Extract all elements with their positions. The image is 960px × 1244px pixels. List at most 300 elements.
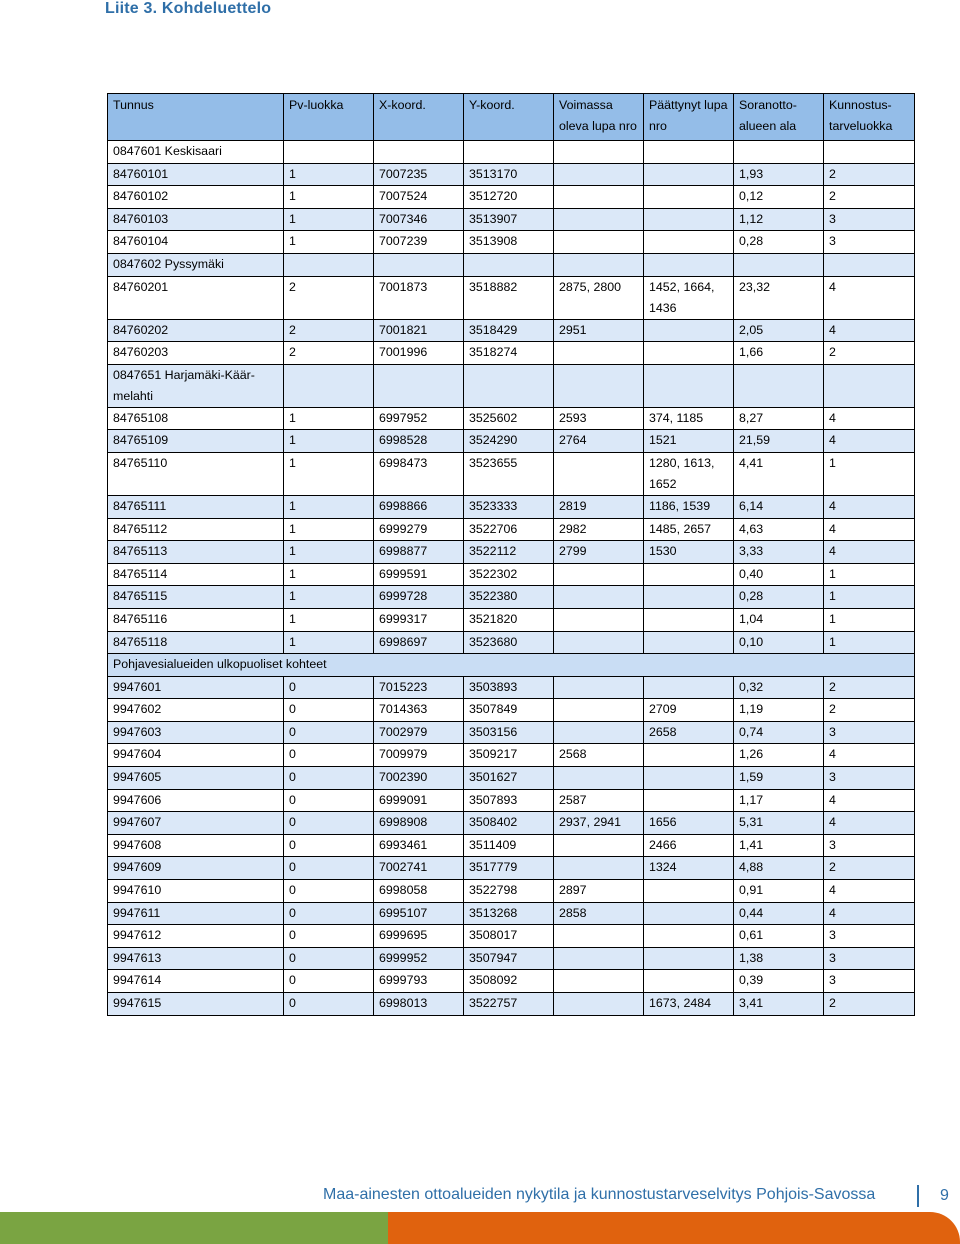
table-cell: 0,39	[734, 970, 824, 993]
table-cell: 0	[284, 925, 374, 948]
table-cell: 1,04	[734, 608, 824, 631]
table-cell: 3501627	[464, 767, 554, 790]
table-cell: 1	[824, 631, 915, 654]
table-cell: 4,63	[734, 518, 824, 541]
table-row	[108, 834, 915, 857]
table-cell: 4	[824, 880, 915, 903]
table-cell: 6999952	[374, 947, 464, 970]
table-cell: 3513907	[464, 208, 554, 231]
table-cell: 7002741	[374, 857, 464, 880]
table-cell: 3508092	[464, 970, 554, 993]
table-row	[108, 970, 915, 993]
table-row	[108, 430, 915, 453]
table-cell	[554, 631, 644, 654]
table-cell	[284, 141, 374, 164]
table-cell: 7014363	[374, 699, 464, 722]
table-cell	[374, 364, 464, 407]
table-cell	[554, 364, 644, 407]
table-cell: 3503893	[464, 676, 554, 699]
table-cell: 9947604	[108, 744, 284, 767]
table-cell: 3522380	[464, 586, 554, 609]
table-cell: 3513170	[464, 163, 554, 186]
table-cell	[554, 993, 644, 1016]
table-row	[108, 163, 915, 186]
table-cell: 1,93	[734, 163, 824, 186]
table-cell: 1673, 2484	[644, 993, 734, 1016]
table-cell: 2658	[644, 721, 734, 744]
table-cell: 23,32	[734, 276, 824, 319]
table-cell: 2819	[554, 495, 644, 518]
table-cell	[644, 342, 734, 365]
table-cell: 2	[284, 276, 374, 319]
table-cell: 6999279	[374, 518, 464, 541]
table-cell: 7015223	[374, 676, 464, 699]
table-cell: 0,91	[734, 880, 824, 903]
table-row	[108, 586, 915, 609]
table-cell: 4	[824, 902, 915, 925]
table-cell: 4	[824, 744, 915, 767]
table-cell	[644, 253, 734, 276]
table-cell: 6999591	[374, 563, 464, 586]
table-cell: 1,12	[734, 208, 824, 231]
table-cell	[644, 586, 734, 609]
header-tunnus: Tunnus	[108, 94, 284, 141]
table-cell	[644, 902, 734, 925]
table-cell: 1	[284, 518, 374, 541]
table-cell: 9947608	[108, 834, 284, 857]
table-cell	[554, 452, 644, 495]
table-cell	[644, 319, 734, 342]
table-cell	[374, 141, 464, 164]
table-cell	[554, 834, 644, 857]
table-cell: 3	[824, 721, 915, 744]
table-cell	[734, 141, 824, 164]
table-cell: 0,61	[734, 925, 824, 948]
table-cell: 2	[284, 342, 374, 365]
table-cell	[734, 364, 824, 407]
table-cell: 9947610	[108, 880, 284, 903]
header-y-koord: Y-koord.	[464, 94, 554, 141]
table-cell	[824, 253, 915, 276]
table-row	[108, 812, 915, 835]
table-cell: 9947603	[108, 721, 284, 744]
table-cell: 9947601	[108, 676, 284, 699]
table-cell: 7002390	[374, 767, 464, 790]
table-cell: 84760202	[108, 319, 284, 342]
table-cell: 21,59	[734, 430, 824, 453]
table-cell: 0	[284, 902, 374, 925]
table-cell: 6999695	[374, 925, 464, 948]
table-cell: 9947611	[108, 902, 284, 925]
table-cell: 0,40	[734, 563, 824, 586]
table-cell: 1	[284, 586, 374, 609]
table-cell: 3503156	[464, 721, 554, 744]
table-cell: 1	[824, 586, 915, 609]
table-row	[108, 208, 915, 231]
table-cell: 2	[824, 186, 915, 209]
table-cell: 1485, 2657	[644, 518, 734, 541]
table-cell: 2	[824, 699, 915, 722]
table-cell: 3523655	[464, 452, 554, 495]
table-cell: 84765113	[108, 541, 284, 564]
table-cell: 1	[284, 231, 374, 254]
table-cell: 84760104	[108, 231, 284, 254]
object-list-table	[107, 93, 915, 1016]
table-row	[108, 319, 915, 342]
table-cell: 4	[824, 495, 915, 518]
table-cell: 374, 1185	[644, 407, 734, 430]
footer-green-bar	[0, 1212, 390, 1244]
table-cell	[644, 141, 734, 164]
table-cell: 3	[824, 231, 915, 254]
table-cell	[554, 970, 644, 993]
table-cell: 2	[824, 676, 915, 699]
table-cell: 84760102	[108, 186, 284, 209]
table-cell: 5,31	[734, 812, 824, 835]
page-number: 9	[940, 1187, 949, 1204]
table-cell: 0,32	[734, 676, 824, 699]
table-cell: 6998908	[374, 812, 464, 835]
table-header-row	[108, 94, 915, 141]
table-cell: 6998013	[374, 993, 464, 1016]
table-cell: 4	[824, 276, 915, 319]
table-cell: 3522112	[464, 541, 554, 564]
table-cell: 1	[284, 541, 374, 564]
table-row	[108, 767, 915, 790]
table-cell: 3509217	[464, 744, 554, 767]
table-cell	[824, 141, 915, 164]
table-cell: 7007346	[374, 208, 464, 231]
table-cell: 1186, 1539	[644, 495, 734, 518]
table-cell	[464, 364, 554, 407]
table-cell: 1	[284, 495, 374, 518]
table-cell: 9947607	[108, 812, 284, 835]
table-cell	[554, 231, 644, 254]
table-row	[108, 608, 915, 631]
table-cell: 1	[284, 163, 374, 186]
table-cell: 4	[824, 518, 915, 541]
table-cell: 0	[284, 721, 374, 744]
table-cell: 0	[284, 834, 374, 857]
table-cell: 6,14	[734, 495, 824, 518]
table-cell: 6998866	[374, 495, 464, 518]
table-cell: 2709	[644, 699, 734, 722]
table-cell: 2982	[554, 518, 644, 541]
table-cell: 3,33	[734, 541, 824, 564]
table-cell: 1	[284, 208, 374, 231]
table-cell	[554, 947, 644, 970]
table-cell: 3522798	[464, 880, 554, 903]
table-cell	[554, 925, 644, 948]
table-cell: 3	[824, 834, 915, 857]
table-cell: 3507947	[464, 947, 554, 970]
table-row	[108, 276, 915, 319]
table-cell	[374, 253, 464, 276]
table-cell: 1	[284, 407, 374, 430]
table-row	[108, 186, 915, 209]
table-cell: 3517779	[464, 857, 554, 880]
table-cell: 0847602 Pyssymäki	[108, 253, 284, 276]
table-cell: 1	[284, 608, 374, 631]
table-cell	[554, 163, 644, 186]
table-cell: 4	[824, 319, 915, 342]
table-cell: 84765118	[108, 631, 284, 654]
table-cell: 4	[824, 407, 915, 430]
table-cell	[464, 253, 554, 276]
header-soranotto-ala: Soranotto-alueen ala	[734, 94, 824, 141]
table-cell: 3522757	[464, 993, 554, 1016]
table-cell: 0	[284, 699, 374, 722]
table-cell: 0,28	[734, 231, 824, 254]
table-cell	[734, 253, 824, 276]
table-row	[108, 699, 915, 722]
table-row	[108, 789, 915, 812]
table-cell: 3507849	[464, 699, 554, 722]
table-row	[108, 541, 915, 564]
table-cell: 6998697	[374, 631, 464, 654]
table-cell: 7007239	[374, 231, 464, 254]
table-cell: 3518274	[464, 342, 554, 365]
table-cell: 84760103	[108, 208, 284, 231]
table-cell: 2	[824, 857, 915, 880]
table-cell: 2587	[554, 789, 644, 812]
table-cell: 3	[824, 925, 915, 948]
table-row	[108, 925, 915, 948]
table-cell: 0	[284, 993, 374, 1016]
table-cell: 84765108	[108, 407, 284, 430]
table-cell: 6999793	[374, 970, 464, 993]
table-cell: 0,10	[734, 631, 824, 654]
section-row	[108, 654, 915, 677]
table-cell: 3524290	[464, 430, 554, 453]
table-cell: 2	[824, 163, 915, 186]
table-cell	[644, 186, 734, 209]
table-cell: 9947614	[108, 970, 284, 993]
table-cell: 0	[284, 767, 374, 790]
table-cell	[644, 163, 734, 186]
table-cell: 9947602	[108, 699, 284, 722]
table-cell: 3	[824, 767, 915, 790]
table-cell	[644, 947, 734, 970]
table-cell: 2764	[554, 430, 644, 453]
table-cell: 84760201	[108, 276, 284, 319]
table-cell: 2875, 2800	[554, 276, 644, 319]
table-cell: 1	[284, 631, 374, 654]
table-cell	[644, 789, 734, 812]
table-cell: 9947612	[108, 925, 284, 948]
table-cell: 3,41	[734, 993, 824, 1016]
table-cell	[644, 970, 734, 993]
document-title: Liite 3. Kohdeluettelo	[105, 0, 272, 17]
table-cell: 84765116	[108, 608, 284, 631]
table-cell: 84765111	[108, 495, 284, 518]
table-cell: 1,19	[734, 699, 824, 722]
table-cell: 1452, 1664, 1436	[644, 276, 734, 319]
table-cell: 3507893	[464, 789, 554, 812]
table-cell: 2799	[554, 541, 644, 564]
table-cell: 0	[284, 744, 374, 767]
table-cell: 9947606	[108, 789, 284, 812]
table-cell: 4	[824, 541, 915, 564]
table-cell: 4,88	[734, 857, 824, 880]
header-pv-luokka: Pv-luokka	[284, 94, 374, 141]
table-cell: 3525602	[464, 407, 554, 430]
table-cell: 9947609	[108, 857, 284, 880]
table-cell: 4	[824, 812, 915, 835]
table-cell: 2466	[644, 834, 734, 857]
table-cell: 9947613	[108, 947, 284, 970]
table-cell: 6998877	[374, 541, 464, 564]
table-cell: 1656	[644, 812, 734, 835]
table-row	[108, 744, 915, 767]
table-cell: 84765109	[108, 430, 284, 453]
table-row	[108, 947, 915, 970]
table-cell	[824, 364, 915, 407]
table-cell: 84765114	[108, 563, 284, 586]
table-cell: 0,28	[734, 586, 824, 609]
table-row	[108, 495, 915, 518]
table-cell: 7009979	[374, 744, 464, 767]
table-cell: 4	[824, 789, 915, 812]
table-cell: 0,74	[734, 721, 824, 744]
table-cell: 4,41	[734, 452, 824, 495]
footer-title: Maa-ainesten ottoalueiden nykytila ja kunnostustarveselvitys Pohjois-Savossa	[323, 1186, 876, 1203]
table-cell	[644, 676, 734, 699]
table-cell: 6998058	[374, 880, 464, 903]
table-cell: 1,17	[734, 789, 824, 812]
table-cell: 1,59	[734, 767, 824, 790]
table-cell: 2593	[554, 407, 644, 430]
table-cell: 7001873	[374, 276, 464, 319]
table-cell	[554, 186, 644, 209]
table-cell: 0847601 Keskisaari	[108, 141, 284, 164]
table-cell	[554, 342, 644, 365]
table-cell: 4	[824, 430, 915, 453]
table-row	[108, 452, 915, 495]
table-cell	[284, 253, 374, 276]
table-cell: 3518429	[464, 319, 554, 342]
table-cell: 1,26	[734, 744, 824, 767]
table-cell: 2	[824, 993, 915, 1016]
table-cell: 3521820	[464, 608, 554, 631]
table-cell: 3	[824, 947, 915, 970]
table-cell	[554, 767, 644, 790]
table-row	[108, 902, 915, 925]
table-cell: 6997952	[374, 407, 464, 430]
table-cell	[644, 767, 734, 790]
table-row	[108, 342, 915, 365]
table-cell: 1,66	[734, 342, 824, 365]
table-cell: 0	[284, 857, 374, 880]
table-cell: 0	[284, 880, 374, 903]
table-cell	[554, 608, 644, 631]
table-cell: 7002979	[374, 721, 464, 744]
table-cell	[644, 631, 734, 654]
group-row	[108, 253, 915, 276]
section-label: Pohjavesialueiden ulkopuoliset kohteet	[108, 654, 915, 677]
footer-orange-bar	[388, 1212, 960, 1244]
table-cell: 2,05	[734, 319, 824, 342]
table-cell: 3513908	[464, 231, 554, 254]
table-cell	[554, 676, 644, 699]
table-cell: 3523333	[464, 495, 554, 518]
table-cell: 6999728	[374, 586, 464, 609]
table-cell	[554, 563, 644, 586]
table-row	[108, 518, 915, 541]
table-cell: 0847651 Harjamäki-Käär-melahti	[108, 364, 284, 407]
table-cell: 3508017	[464, 925, 554, 948]
table-cell: 3523680	[464, 631, 554, 654]
table-cell: 3511409	[464, 834, 554, 857]
table-cell	[644, 208, 734, 231]
table-cell: 1,38	[734, 947, 824, 970]
table-cell: 1	[284, 563, 374, 586]
table-cell: 1	[824, 608, 915, 631]
table-cell: 1	[284, 452, 374, 495]
table-row	[108, 993, 915, 1016]
table-cell: 2951	[554, 319, 644, 342]
table-cell	[554, 699, 644, 722]
table-cell: 0	[284, 789, 374, 812]
table-cell: 7001996	[374, 342, 464, 365]
table-row	[108, 721, 915, 744]
table-cell: 84760203	[108, 342, 284, 365]
table-cell: 2	[284, 319, 374, 342]
table-cell	[284, 364, 374, 407]
table-cell	[554, 857, 644, 880]
table-cell: 1	[824, 452, 915, 495]
table-cell: 1,41	[734, 834, 824, 857]
table-row	[108, 407, 915, 430]
table-cell	[554, 253, 644, 276]
table-cell: 6999317	[374, 608, 464, 631]
table-row	[108, 231, 915, 254]
table-cell	[464, 141, 554, 164]
table-cell: 1280, 1613, 1652	[644, 452, 734, 495]
table-cell: 1	[824, 563, 915, 586]
table-cell	[554, 721, 644, 744]
table-cell: 9947615	[108, 993, 284, 1016]
table-cell: 0	[284, 812, 374, 835]
table-cell	[644, 880, 734, 903]
footer-separator	[917, 1185, 919, 1207]
table-cell: 84760101	[108, 163, 284, 186]
table-cell	[644, 231, 734, 254]
table-cell: 3522302	[464, 563, 554, 586]
table-cell: 0,12	[734, 186, 824, 209]
table-cell	[554, 141, 644, 164]
group-row	[108, 364, 915, 407]
table-cell	[644, 563, 734, 586]
table-cell: 3	[824, 208, 915, 231]
table-cell: 3518882	[464, 276, 554, 319]
table-row	[108, 563, 915, 586]
header-paattynyt-lupa: Päättynyt lupa nro	[644, 94, 734, 141]
table-cell: 6998528	[374, 430, 464, 453]
table-cell: 2937, 2941	[554, 812, 644, 835]
table-cell	[644, 925, 734, 948]
table-cell: 7007524	[374, 186, 464, 209]
table-cell: 2	[824, 342, 915, 365]
table-cell: 3513268	[464, 902, 554, 925]
table-cell: 2568	[554, 744, 644, 767]
table-cell: 84765110	[108, 452, 284, 495]
table-cell: 6998473	[374, 452, 464, 495]
table-cell: 1530	[644, 541, 734, 564]
table-cell: 1	[284, 186, 374, 209]
table-cell: 0	[284, 970, 374, 993]
table-cell: 1324	[644, 857, 734, 880]
